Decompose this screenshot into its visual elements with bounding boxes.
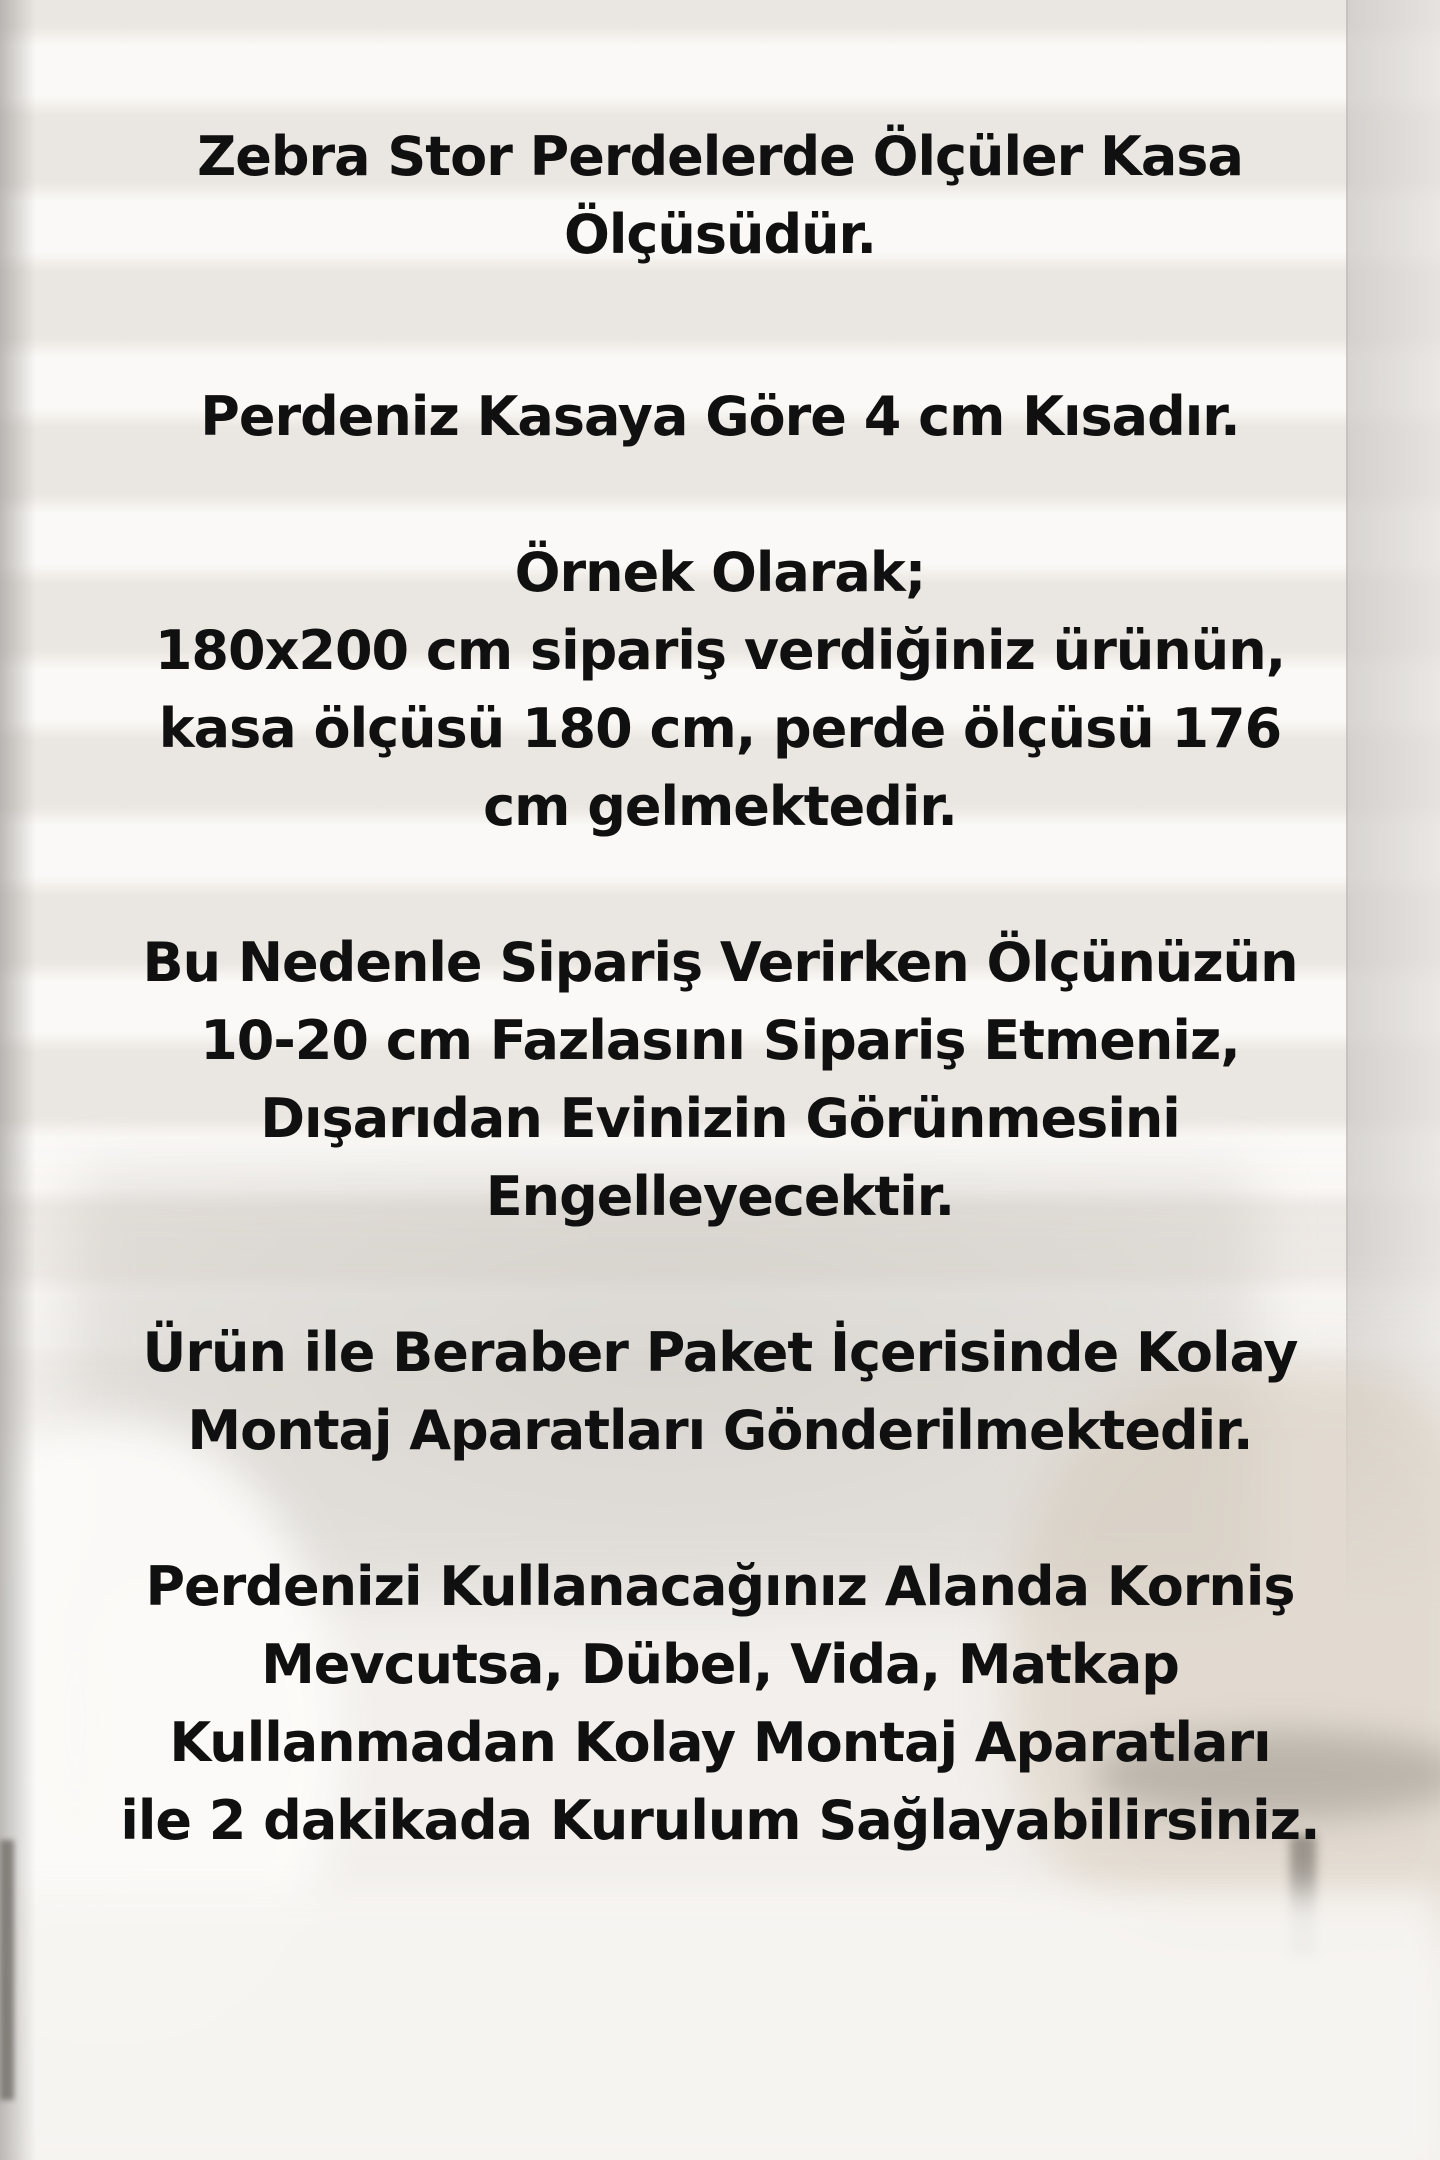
note-included-apparatus bbox=[40, 1314, 1400, 1470]
text-line: Mevcutsa, Dübel, Vida, Matkap bbox=[261, 1633, 1179, 1696]
text-line: kasa ölçüsü 180 cm, perde ölçüsü 176 bbox=[158, 697, 1282, 760]
note-example bbox=[40, 534, 1400, 846]
text-line: Ölçüsüdür. bbox=[564, 203, 876, 266]
text-line: Dışarıdan Evinizin Görünmesini bbox=[260, 1087, 1180, 1150]
text-line: cm gelmektedir. bbox=[483, 775, 957, 838]
text-line: 180x200 cm sipariş verdiğiniz ürünün, bbox=[154, 619, 1286, 682]
note-curtain-shorter bbox=[40, 378, 1400, 456]
text-line: Bu Nedenle Sipariş Verirken Ölçünüzün bbox=[142, 931, 1298, 994]
text-line: Zebra Stor Perdelerde Ölçüler Kasa bbox=[197, 125, 1243, 188]
text-line: Kullanmadan Kolay Montaj Aparatları bbox=[169, 1711, 1271, 1774]
note-order-larger bbox=[40, 924, 1400, 1236]
text-line: Örnek Olarak; bbox=[514, 541, 926, 604]
text-line: Perdeniz Kasaya Göre 4 cm Kısadır. bbox=[200, 385, 1240, 448]
text-line: 10-20 cm Fazlasını Sipariş Etmeniz, bbox=[200, 1009, 1240, 1072]
text-line: Engelleyecektir. bbox=[485, 1165, 955, 1228]
text-line: ile 2 dakikada Kurulum Sağlayabilirsiniz. bbox=[120, 1789, 1320, 1852]
note-easy-install bbox=[40, 1548, 1400, 1860]
text-line: Ürün ile Beraber Paket İçerisinde Kolay bbox=[142, 1321, 1298, 1384]
title-measure-note bbox=[40, 118, 1400, 274]
text-line: Montaj Aparatları Gönderilmektedir. bbox=[187, 1399, 1253, 1462]
text-line: Perdenizi Kullanacağınız Alanda Korniş bbox=[145, 1555, 1295, 1618]
